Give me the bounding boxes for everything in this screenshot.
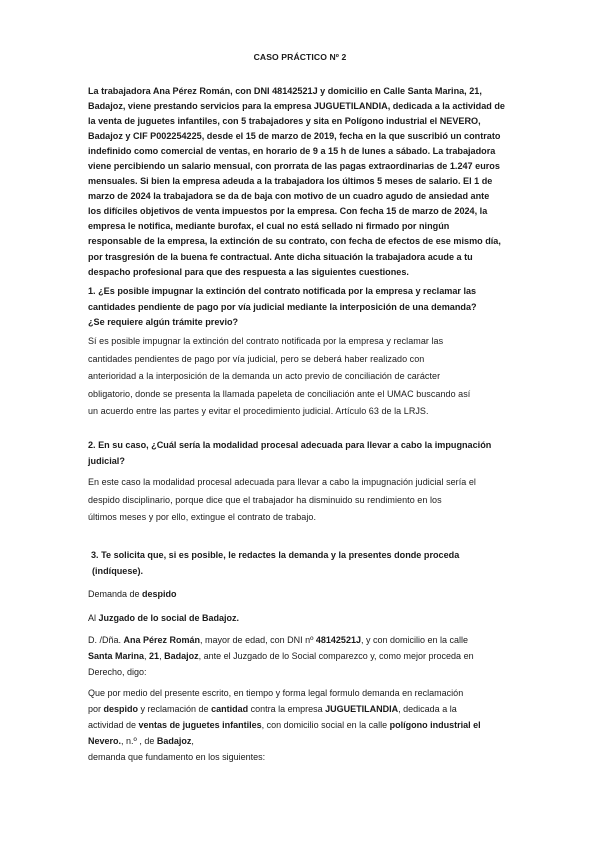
intro-line: marzo de 2024 la trabajadora se da de baja con motivo de un cuadro agudo de ansiedad ante: [88, 191, 490, 202]
text-run: contra la empresa: [248, 704, 326, 714]
question-line: ¿Se requiere algún trámite previo?: [88, 317, 239, 327]
text-run: por: [88, 704, 104, 714]
court-prefix: Al: [88, 613, 99, 623]
answer-line: cantidades pendientes de pago por vía judicial, pero se deberá haber realizado con: [88, 353, 425, 364]
company-name: JUGUETILANDIA: [325, 704, 399, 714]
claim-line: Que por medio del presente escrito, en tiempo y forma legal formulo demanda en reclamación: [88, 688, 464, 698]
intro-line: empresa le notifica, mediante burofax, el cual no está sellado ni firmado por ningún: [88, 221, 450, 232]
text-run: ,: [159, 651, 165, 661]
intro-line: la venta de juguetes infantiles, con 5 trabajadores y sita en Polígono industrial el NEVERO,: [88, 116, 481, 127]
question-line: judicial?: [88, 455, 125, 466]
question-line: (indíquese).: [92, 565, 144, 576]
text-run: , y con domicilio en la calle: [360, 635, 469, 645]
text-run: , n.º , de: [121, 736, 157, 746]
claimant-paragraph: [88, 632, 514, 680]
answer-line: anterioridad a la interposición de la demanda un acto previo de conciliación de carácter: [88, 371, 441, 382]
company-address-cont: Nevero.: [88, 736, 122, 746]
intro-paragraph: [88, 84, 514, 280]
claim-paragraph: [88, 685, 514, 765]
company-address: polígono industrial el: [389, 720, 481, 730]
intro-line: viene percibiendo un salario mensual, con prorrata de las pagas extraordinarias de 1.247 euros: [88, 161, 500, 172]
text-run: actividad de: [88, 720, 139, 730]
text-run: , mayor de edad, con DNI nº: [200, 635, 316, 645]
intro-line: Badajoz, viene prestando servicios para la empresa JUGUETILANDIA, dedicada a la actividad de: [88, 101, 505, 112]
claimant-number: 21: [149, 651, 160, 661]
question-line: cantidades pendiente de pago por vía judicial mediante la interposición de una demanda?: [88, 301, 477, 312]
question-2: [88, 438, 514, 469]
answer-line: En este caso la modalidad procesal adecuada para llevar a cabo la impugnación judicial sería el: [88, 477, 476, 487]
question-1: [88, 284, 514, 331]
intro-line: indefinido como comercial de ventas, en horario de 9 a 15 h de lunes a sábado. La trabajadora: [88, 146, 496, 157]
company-activity: ventas de juguetes infantiles: [138, 720, 262, 730]
question-line: 3. Te solicita que, si es posible, le redactes la demanda y la presentes donde proceda: [91, 550, 460, 560]
page-title: CASO PRÁCTICO Nº 2: [253, 52, 347, 62]
claim-line: demanda que fundamento en los siguientes:: [88, 752, 266, 762]
answer-1: [88, 333, 514, 421]
claimant-city: Badajoz: [164, 651, 199, 661]
claimant-name: Ana Pérez Román: [123, 635, 201, 645]
demanda-label: Demanda de: [88, 589, 143, 599]
court-name: Juzgado de lo social de Badajoz.: [98, 613, 240, 623]
claimant-line: Derecho, digo:: [88, 667, 147, 677]
claim-amount-label: cantidad: [211, 704, 249, 714]
intro-line: los difíciles objetivos de venta impuestos por la empresa. Con fecha 15 de marzo de 2024, la: [88, 206, 488, 217]
intro-line: despacho profesional para que des respuesta a las siguientes cuestiones.: [88, 266, 409, 277]
text-run: y reclamación de: [138, 704, 212, 714]
claimant-dni: 48142521J: [315, 635, 361, 645]
answer-line: un acuerdo entre las partes y evitar el procedimiento judicial. Artículo 63 de la LRJS.: [88, 406, 429, 417]
text-run: , con domicilio social en la calle: [261, 720, 390, 730]
answer-line: Sí es posible impugnar la extinción del contrato notificada por la empresa y reclamar las: [88, 336, 444, 346]
demanda-type: despido: [142, 589, 177, 599]
question-line: 1. ¿Es posible impugnar la extinción del contrato notificada por la empresa y reclamar las: [88, 286, 477, 296]
text-run: , dedicada a la: [398, 704, 457, 714]
answer-line: despido disciplinario, porque dice que el trabajador ha disminuido su rendimiento en los: [88, 494, 442, 505]
answer-2: [88, 474, 514, 527]
claim-type: despido: [103, 704, 139, 714]
text-run: , ante el Juzgado de lo Social comparezco y, como mejor proceda en: [198, 651, 474, 661]
demanda-heading: [88, 586, 514, 602]
claim-line: [88, 701, 514, 717]
answer-line: obligatorio, donde se presenta la llamada papeleta de conciliación ante el UMAC buscando así: [88, 388, 471, 399]
question-3: [91, 548, 517, 579]
claimant-line: [88, 632, 514, 648]
text-run: ,: [144, 651, 150, 661]
answer-line: últimos meses y por ello, extingue el contrato de trabajo.: [88, 512, 317, 523]
company-city: Badajoz: [156, 736, 192, 746]
intro-line: mensuales. Si bien la empresa adeuda a la trabajadora los últimos 5 meses de salario. El 1 de: [88, 176, 493, 187]
intro-line: Badajoz y CIF P002254225, desde el 15 de marzo de 2019, fecha en la que suscribió un contrato: [88, 131, 501, 142]
claim-line: [88, 717, 514, 733]
intro-line: por trasgresión de la buena fe contractual. Ante dicha situación la trabajadora acude a tu: [88, 251, 473, 262]
text-run: ,: [191, 736, 194, 746]
question-line: 2. En su caso, ¿Cuál sería la modalidad procesal adecuada para llevar a cabo la impugnación: [88, 440, 492, 450]
claimant-line: [88, 648, 514, 664]
court-addressee: [88, 610, 514, 626]
claimant-street: Santa Marina: [88, 651, 145, 661]
claim-line: [88, 733, 514, 749]
intro-line: La trabajadora Ana Pérez Román, con DNI 48142521J y domicilio en Calle Santa Marina, 21,: [88, 86, 482, 96]
text-run: D. /Dña.: [88, 635, 124, 645]
intro-line: responsable de la empresa, la extinción de su contrato, con fecha de efectos de ese mismo día,: [88, 236, 501, 247]
